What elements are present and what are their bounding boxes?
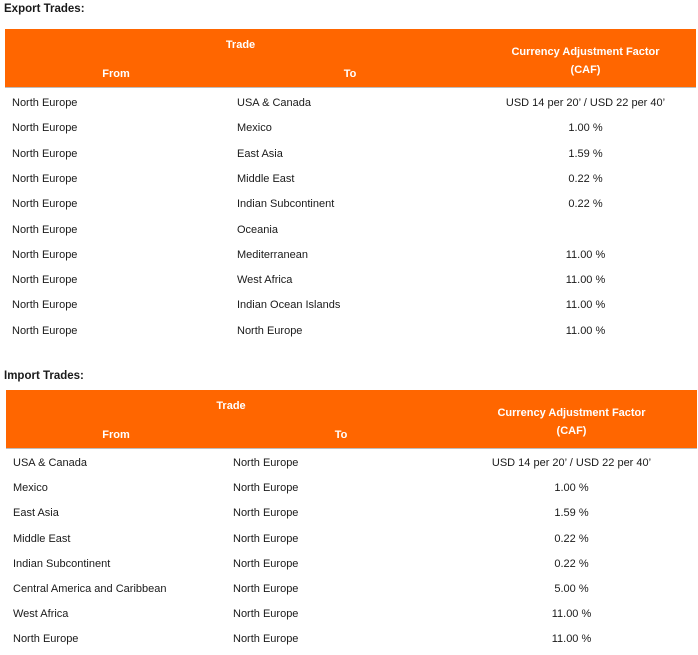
- from-cell: North Europe: [13, 633, 79, 646]
- to-cell: North Europe: [233, 532, 299, 545]
- caf-cell: 11.00 %: [565, 299, 606, 312]
- table-row: [6, 633, 697, 653]
- caf-cell: 1.00 %: [568, 122, 603, 135]
- to-cell: Middle East: [237, 172, 295, 185]
- to-cell: North Europe: [233, 457, 299, 469]
- from-cell: North Europe: [12, 97, 78, 109]
- table-row: [5, 299, 696, 319]
- caf-cell: 11.00 %: [551, 633, 592, 646]
- caf-cell: 1.59 %: [568, 147, 603, 160]
- from-cell: Mexico: [13, 482, 48, 495]
- table-row: [6, 507, 697, 527]
- caf-cell: 11.00 %: [565, 274, 606, 287]
- caf-cell: 11.00 %: [565, 324, 606, 337]
- caf-cell: 5.00 %: [554, 583, 589, 595]
- from-cell: West Africa: [13, 608, 69, 621]
- header-divider: [5, 87, 696, 88]
- from-cell: Central America and Caribbean: [13, 583, 167, 595]
- to-header: To: [343, 68, 357, 80]
- caf-cell: 0.22 %: [568, 172, 603, 185]
- caf-cell: 0.22 %: [568, 198, 603, 211]
- from-cell: North Europe: [12, 274, 78, 287]
- from-cell: East Asia: [13, 507, 59, 520]
- to-cell: Mexico: [237, 122, 272, 135]
- table-row: [5, 198, 696, 218]
- from-header: From: [102, 429, 130, 441]
- caf-cell: USD 14 per 20’ / USD 22 per 40’: [505, 97, 666, 109]
- table-row: [6, 482, 697, 502]
- caf-cell: 1.00 %: [554, 482, 589, 495]
- to-cell: West Africa: [237, 274, 293, 287]
- to-cell: North Europe: [233, 583, 299, 595]
- from-cell: USA & Canada: [13, 457, 87, 469]
- table-row: [5, 173, 696, 193]
- trade-header: Trade: [216, 400, 246, 412]
- caf-header-line1: Currency Adjustment Factor: [511, 46, 660, 58]
- table-row: [5, 249, 696, 269]
- to-cell: North Europe: [233, 507, 299, 520]
- from-cell: North Europe: [12, 172, 78, 185]
- caf-header-line2: (CAF): [556, 425, 587, 437]
- to-cell: Oceania: [237, 223, 278, 236]
- caf-cell: USD 14 per 20’ / USD 22 per 40’: [491, 457, 652, 469]
- to-cell: North Europe: [233, 608, 299, 621]
- import-table-header: [6, 390, 697, 448]
- from-cell: Middle East: [13, 532, 71, 545]
- import-section-title: Import Trades:: [4, 370, 84, 382]
- table-row: [5, 224, 696, 244]
- caf-cell: 1.59 %: [554, 507, 589, 520]
- table-row: [5, 97, 696, 117]
- caf-cell: 11.00 %: [565, 248, 606, 261]
- export-table-header: [5, 29, 696, 87]
- caf-header: [475, 43, 696, 79]
- to-cell: Indian Subcontinent: [237, 198, 335, 211]
- table-row: [6, 558, 697, 578]
- trade-header: Trade: [225, 39, 256, 51]
- from-cell: North Europe: [12, 198, 78, 211]
- to-cell: North Europe: [233, 633, 299, 646]
- caf-cell: 0.22 %: [554, 557, 589, 570]
- table-row: [5, 148, 696, 168]
- to-cell: Indian Ocean Islands: [237, 299, 341, 312]
- from-cell: North Europe: [12, 223, 78, 236]
- export-section-title: Export Trades:: [4, 3, 85, 15]
- caf-cell: 0.22 %: [554, 532, 589, 545]
- table-row: [5, 274, 696, 294]
- table-row: [5, 325, 696, 345]
- to-cell: North Europe: [233, 557, 299, 570]
- to-cell: USA & Canada: [237, 97, 311, 109]
- import-table: [6, 390, 697, 646]
- to-cell: North Europe: [233, 482, 299, 495]
- caf-header: [461, 404, 682, 440]
- from-cell: North Europe: [12, 122, 78, 135]
- table-row: [5, 122, 696, 142]
- to-cell: North Europe: [237, 324, 303, 337]
- from-cell: North Europe: [12, 248, 78, 261]
- table-row: [6, 533, 697, 553]
- header-divider: [6, 448, 697, 449]
- from-cell: North Europe: [12, 299, 78, 312]
- to-cell: East Asia: [237, 147, 283, 160]
- to-header: To: [334, 429, 348, 441]
- from-cell: Indian Subcontinent: [13, 557, 111, 570]
- table-row: [6, 457, 697, 477]
- from-header: From: [102, 68, 130, 80]
- export-table: [5, 29, 696, 337]
- caf-header-line1: Currency Adjustment Factor: [497, 407, 646, 419]
- table-row: [6, 583, 697, 603]
- from-cell: North Europe: [12, 324, 78, 337]
- caf-header-line2: (CAF): [570, 64, 601, 76]
- caf-cell: 11.00 %: [551, 608, 592, 621]
- from-cell: North Europe: [12, 147, 78, 160]
- table-row: [6, 608, 697, 628]
- to-cell: Mediterranean: [237, 248, 308, 261]
